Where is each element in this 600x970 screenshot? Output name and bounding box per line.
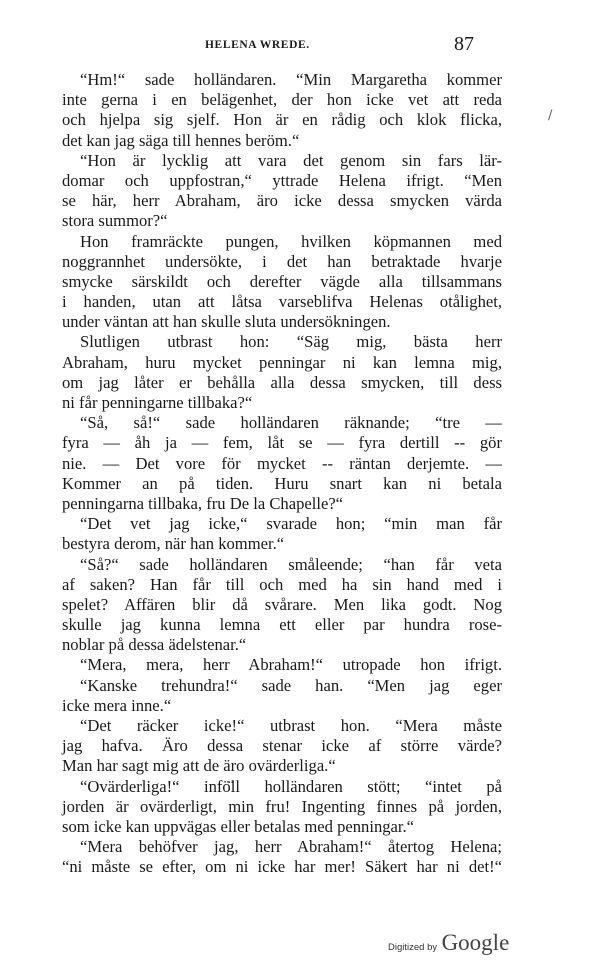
text-line: “ni måste se efter, om ni icke har mer! Säkert har ni det!“: [62, 857, 502, 877]
text-line: noggrannhet undersökte, i det han betraktade hvarje: [62, 251, 502, 271]
text-line: jag hafva. Äro dessa stenar icke af större värde?: [62, 736, 502, 756]
text-line: inte gerna i en belägenhet, der hon icke vet att reda: [62, 90, 502, 110]
google-logo: Google: [441, 930, 510, 955]
text-line: bestyra derom, när han kommer.“: [62, 534, 285, 554]
text-line: nie. — Det vore för mycket -- räntan derjemte. —: [62, 453, 502, 473]
text-line: jorden är ovärderligt, min fru! Ingenting finnes på jorden,: [62, 796, 502, 816]
text-line: noblar på dessa ädelstenar.“: [62, 635, 247, 655]
running-title: HELENA WREDE.: [205, 39, 310, 51]
margin-mark: /: [548, 108, 553, 123]
text-line: “Ovärderliga!“ infö̈ll holländaren stött; “intet på: [80, 776, 502, 796]
text-line: spelet? Affären blir då svårare. Men lika godt. Nog: [62, 594, 502, 614]
text-line: “Så?“ sade holländaren småleende; “han får veta: [80, 554, 502, 574]
text-line: skulle jag kunna lemna ett eller par hundra rose-: [62, 615, 502, 635]
running-head: [0, 33, 600, 57]
body-text: [62, 70, 502, 878]
text-line: och hjelpa sig sjelf. Hon är en rådig och klok flicka,: [62, 110, 502, 130]
digitization-credit: [388, 930, 509, 956]
text-line: Hon framräckte pungen, hvilken köpmannen med: [80, 231, 502, 251]
text-line: om jag låter er behålla alla dessa smycken, till dess: [62, 372, 502, 392]
text-line: se här, herr Abraham, äro icke dessa smycken värda: [62, 191, 502, 211]
text-line: “Hon är lycklig att vara det genom sin fars lär-: [80, 150, 502, 170]
text-line: “Så, så!“ sade holländaren räknande; “tre —: [80, 413, 502, 433]
text-line: som icke kan uppvägas eller betalas med penningar.“: [62, 816, 415, 836]
text-line: “Hm!“ sade holländaren. “Min Margaretha kommer: [80, 70, 502, 89]
text-line: Slutligen utbrast hon: “Säg mig, bästa herr: [80, 332, 502, 352]
text-line: ni får penningarne tillbaka?“: [62, 393, 253, 412]
text-line: “Mera behöfver jag, herr Abraham!“ återtog Helena;: [80, 837, 502, 857]
text-line: “Det räcker icke!“ utbrast hon. “Mera måste: [80, 716, 502, 735]
page-number: 87: [454, 33, 474, 55]
text-line: fyra — åh ja — fem, låt se — fyra dertill -- gör: [62, 433, 502, 453]
text-line: af saken? Han får till och med ha sin hand med i: [62, 574, 502, 594]
text-line: “Kanske trehundra!“ sade han. “Men jag eger: [80, 675, 502, 695]
text-line: stora summor?“: [62, 211, 168, 231]
text-line: det kan jag säga till hennes beröm.“: [62, 130, 300, 150]
text-line: domar och uppfostran,“ yttrade Helena ifrigt. “Men: [62, 170, 502, 190]
text-line: Abraham, huru mycket penningar ni kan lemna mig,: [62, 352, 502, 372]
text-line: Man har sagt mig att de äro ovärderliga.“: [62, 756, 336, 776]
text-line: “Det vet jag icke,“ svarade hon; “min man får: [80, 514, 502, 534]
text-line: i handen, utan att låtsa varseblifva Helenas otålighet,: [62, 292, 502, 312]
text-line: “Mera, mera, herr Abraham!“ utropade hon ifrigt.: [80, 655, 502, 675]
text-line: under väntan att han skulle sluta undersökningen.: [62, 312, 391, 332]
text-line: penningarna tillbaka, fru De la Chapelle?“: [62, 493, 344, 513]
text-line: icke mera inne.“: [62, 695, 172, 715]
text-line: smycke särskildt och derefter vägde alla tillsammans: [62, 271, 502, 291]
digitized-by-label: Digitized by: [388, 942, 438, 953]
text-line: Kommer an på tiden. Huru snart kan ni betala: [62, 473, 502, 493]
